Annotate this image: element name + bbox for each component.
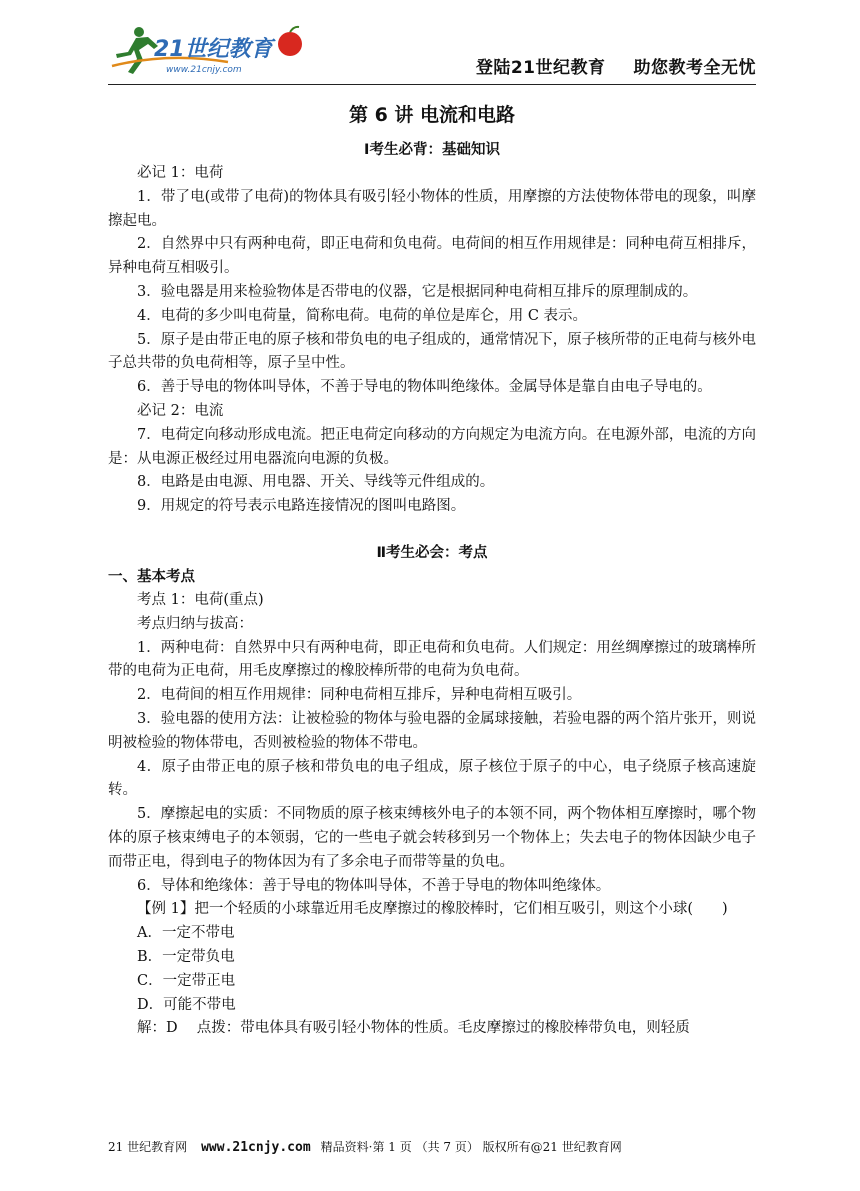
- paragraph: 3．验电器是用来检验物体是否带电的仪器，它是根据同种电荷相互排斥的原理制成的。: [137, 283, 698, 300]
- paragraph: 必记 1：电荷: [137, 165, 224, 181]
- paragraph: 1．两种电荷：自然界中只有两种电荷，即正电荷和负电荷。人们规定：用丝绸摩擦过的玻璃棒所带的电荷为正电荷，用毛皮摩擦过的橡胶棒所带的电荷为负电荷。: [108, 639, 756, 680]
- footer-page-info: 精品资料·第 1 页 （共 7 页）: [320, 1140, 479, 1154]
- example-question: 【例 1】把一个轻质的小球靠近用毛皮摩擦过的橡胶棒时，它们相互吸引，则这个小球( ): [137, 901, 728, 918]
- paragraph: 2．电荷间的相互作用规律：同种电荷相互排斥，异种电荷相互吸引。: [137, 687, 582, 704]
- site-logo: [108, 22, 308, 80]
- option-d: D．可能不带电: [137, 996, 236, 1013]
- paragraph: 2．自然界中只有两种电荷，即正电荷和负电荷。电荷间的相互作用规律是：同种电荷互相排斥，异种电荷互相吸引。: [108, 236, 756, 277]
- paragraph: 考点归纳与拔高：: [137, 615, 253, 632]
- logo-url: www.21cnjy.com: [166, 65, 242, 75]
- page-footer: [108, 1138, 756, 1155]
- section-2-title: Ⅱ考生必会：考点: [376, 544, 488, 561]
- paragraph: 必记 2：电流: [137, 402, 224, 419]
- paragraph: 1．带了电(或带了电荷)的物体具有吸引轻小物体的性质，用摩擦的方法使物体带电的现象，叫摩擦起电。: [108, 188, 756, 229]
- paragraph: 4．原子由带正电的原子核和带负电的电子组成，原子核位于原子的中心，电子绕原子核高速旋转。: [108, 758, 756, 799]
- header-slogan: [476, 53, 756, 78]
- paragraph: 9．用规定的符号表示电路连接情况的图叫电路图。: [137, 498, 466, 515]
- option-b: B．一定带负电: [137, 948, 235, 965]
- example-answer: 解：D 点拨：带电体具有吸引轻小物体的性质。毛皮摩擦过的橡胶棒带负电，则轻质: [137, 1020, 690, 1037]
- page-title: 第 6 讲 电流和电路: [348, 104, 516, 126]
- paragraph: 5．摩擦起电的实质：不同物质的原子核束缚核外电子的本领不同，两个物体相互摩擦时，哪个物体的原子核束缚电子的本领弱，它的一些电子就会转移到另一个物体上；失去电子的物体因缺少电子而带正电，得到电子的物体因为有了多余电子而带等量的负电。: [108, 806, 756, 870]
- paragraph: 6．善于导电的物体叫导体，不善于导电的物体叫绝缘体。金属导体是靠自由电子导电的。: [137, 379, 712, 396]
- document-body: [108, 98, 756, 1041]
- option-a: A．一定不带电: [137, 925, 235, 942]
- slogan-right: 助您教考全无忧: [633, 58, 756, 78]
- paragraph: 考点 1：电荷(重点): [137, 591, 264, 608]
- part-heading: 一、基本考点: [108, 568, 195, 585]
- header-divider: [108, 84, 756, 85]
- paragraph: 6．导体和绝缘体：善于导电的物体叫导体，不善于导电的物体叫绝缘体。: [137, 877, 611, 894]
- slogan-left: 登陆21世纪教育: [475, 58, 606, 78]
- footer-left: 21 世纪教育网: [108, 1140, 188, 1154]
- paragraph: 3．验电器的使用方法：让被检验的物体与验电器的金属球接触，若验电器的两个箔片张开，则说明被检验的物体带电，否则被检验的物体不带电。: [108, 710, 756, 751]
- footer-site-link[interactable]: www.21cnjy.com: [201, 1140, 311, 1155]
- logo-wordmark: 21世纪教育: [154, 37, 273, 62]
- paragraph: 8．电路是由电源、用电器、开关、导线等元件组成的。: [137, 474, 495, 491]
- paragraph: 5．原子是由带正电的原子核和带负电的电子组成的，通常情况下，原子核所带的正电荷与核外电子总共带的负电荷相等，原子呈中性。: [108, 331, 756, 372]
- paragraph: 7．电荷定向移动形成电流。把正电荷定向移动的方向规定为电流方向。在电源外部，电流的方向是：从电源正极经过用电器流向电源的负极。: [108, 426, 756, 467]
- section-1-title: Ⅰ考生必背：基础知识: [364, 142, 500, 158]
- footer-copyright: 版权所有@21 世纪教育网: [482, 1140, 622, 1154]
- apple-icon: [278, 27, 302, 56]
- page-header: [108, 22, 756, 84]
- paragraph: 4．电荷的多少叫电荷量，简称电荷。电荷的单位是库仑，用 C 表示。: [137, 307, 588, 324]
- option-c: C．一定带正电: [137, 972, 236, 989]
- runner-icon: [116, 27, 158, 74]
